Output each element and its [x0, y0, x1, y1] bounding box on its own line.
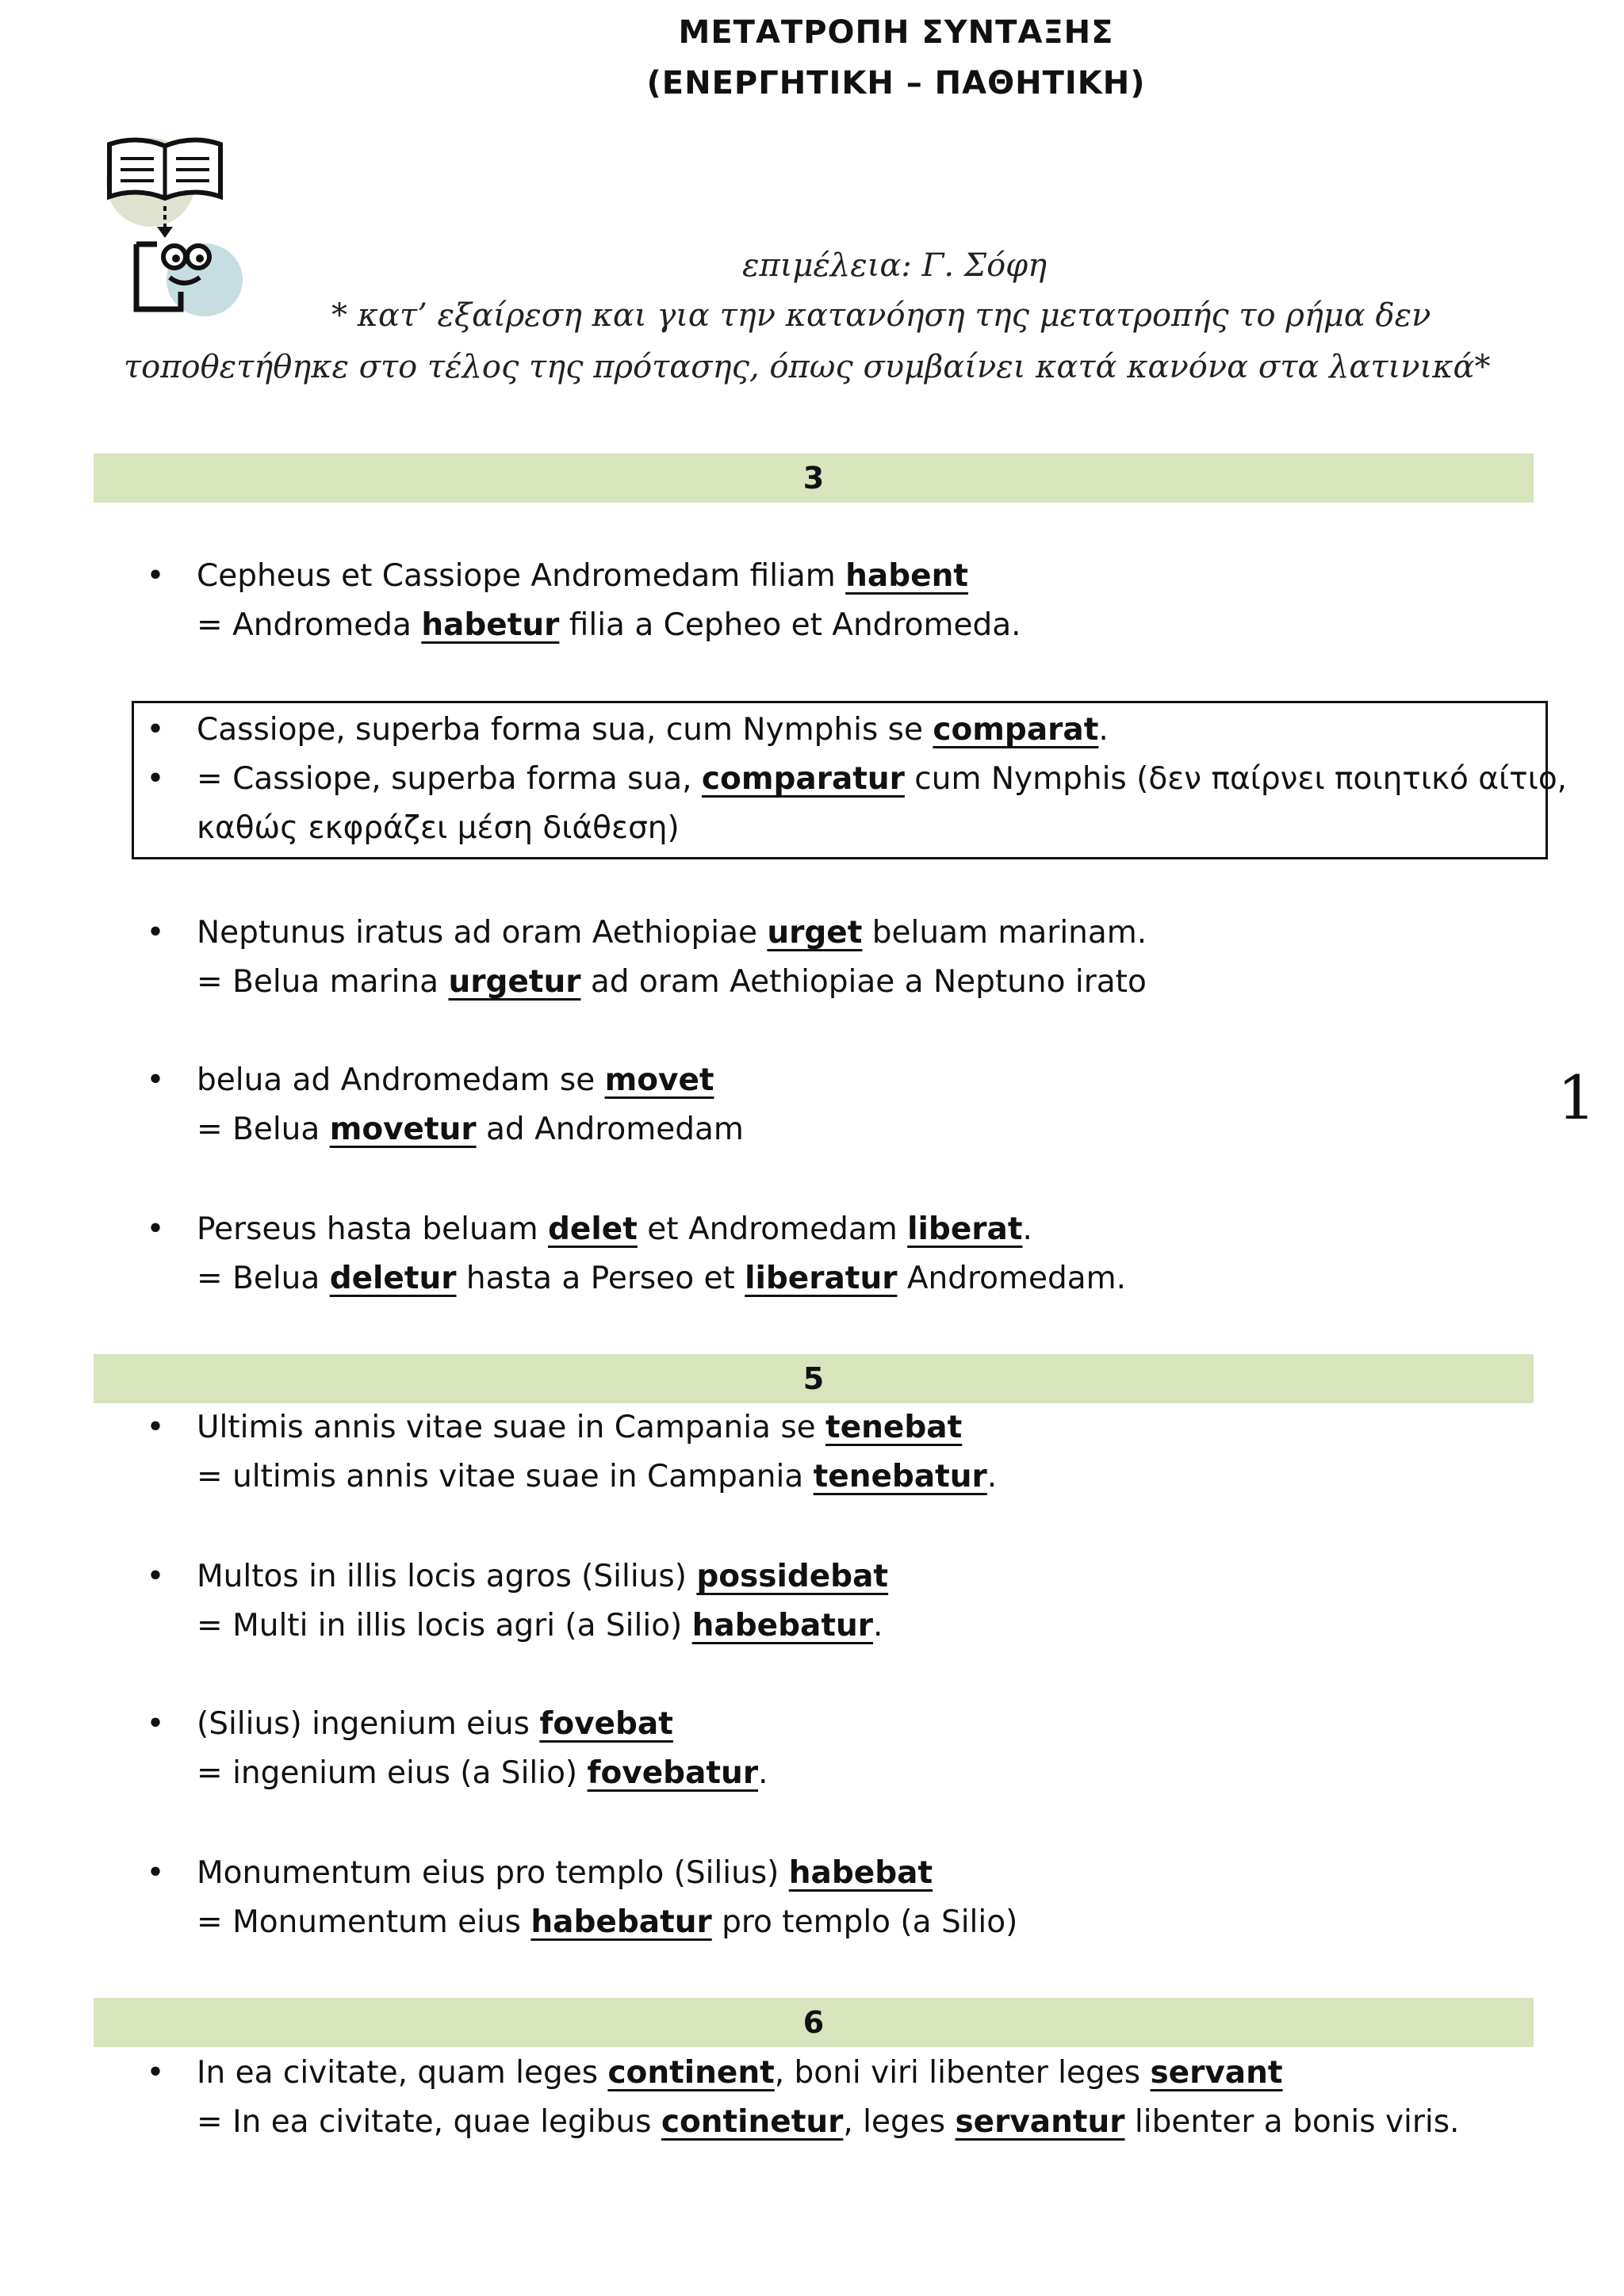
note-line-2: τοποθετήθηκε στο τέλος της πρότασης, όπως συμβαίνει κατά κανόνα στα λατινικά*	[124, 349, 1491, 385]
passive-verb: servantur	[955, 2104, 1125, 2140]
passive-sentence: = Cassiope, superba forma sua, comparatur cum Nymphis (δεν παίρνει ποιητικό αίτιο,	[197, 761, 1568, 797]
passive-sentence: = Belua movetur ad Andromedam	[197, 1112, 744, 1147]
passive-sentence: = ingenium eius (a Silio) fovebatur.	[197, 1755, 768, 1791]
active-verb: tenebat	[825, 1410, 963, 1445]
bullet: •	[146, 558, 165, 594]
passive-verb: urgetur	[448, 964, 581, 1000]
active-sentence: Cepheus et Cassiope Andromedam filiam habent	[197, 558, 969, 594]
bullet: •	[146, 1855, 165, 1891]
bullet: •	[146, 1211, 165, 1247]
passive-sentence: = Andromeda habetur filia a Cepheo et Andromeda.	[197, 607, 1021, 643]
active-verb: movet	[604, 1062, 714, 1098]
active-verb: comparat	[933, 712, 1099, 748]
bullet: •	[146, 1410, 165, 1445]
note-line-1: * κατ’ εξαίρεση και για την κατανόηση της μετατροπής το ρήμα δεν	[331, 297, 1431, 334]
page-title: ΜΕΤΑΤΡΟΠΗ ΣΥΝΤΑΞΗΣ	[678, 14, 1114, 51]
active-sentence: (Silius) ingenium eius fovebat	[197, 1706, 673, 1742]
active-sentence: In ea civitate, quam leges continent, boni viri libenter leges servant	[197, 2055, 1283, 2091]
bullet: •	[146, 2055, 165, 2091]
bullet: •	[146, 761, 165, 797]
active-verb: fovebat	[539, 1706, 673, 1742]
active-sentence: Cassiope, superba forma sua, cum Nymphis se comparat.	[197, 712, 1109, 748]
bullet: •	[146, 1062, 165, 1098]
passive-verb: movetur	[329, 1112, 477, 1147]
active-sentence: Neptunus iratus ad oram Aethiopiae urget beluam marinam.	[197, 915, 1147, 951]
bullet: •	[146, 915, 165, 951]
active-verb: servant	[1150, 2055, 1283, 2091]
passive-verb: continetur	[661, 2104, 844, 2140]
passive-verb: habebatur	[530, 1904, 712, 1940]
passive-verb: deletur	[329, 1261, 457, 1296]
active-sentence: Monumentum eius pro templo (Silius) habebat	[197, 1855, 933, 1891]
passive-verb: habebatur	[691, 1608, 873, 1644]
author-credit: επιμέλεια: Γ. Σόφη	[742, 247, 1048, 284]
active-verb: possidebat	[696, 1559, 889, 1594]
active-verb: habebat	[788, 1855, 933, 1891]
active-verb: urget	[767, 915, 863, 951]
section-header: 3	[94, 453, 1534, 503]
bullet: •	[146, 1559, 165, 1594]
active-verb: liberat	[907, 1211, 1023, 1247]
active-verb: delet	[548, 1211, 638, 1247]
passive-verb: tenebatur	[813, 1459, 987, 1494]
bullet: •	[146, 712, 165, 748]
active-sentence: Ultimis annis vitae suae in Campania se tenebat	[197, 1410, 963, 1445]
page-number: 1	[1557, 1062, 1596, 1133]
active-sentence: Multos in illis locis agros (Silius) possidebat	[197, 1559, 889, 1594]
section-header: 5	[94, 1354, 1534, 1403]
passive-sentence: = Belua deletur hasta a Perseo et liberatur Andromedam.	[197, 1261, 1127, 1296]
active-verb: habent	[845, 558, 969, 594]
active-verb: continent	[607, 2055, 775, 2091]
passive-verb: habetur	[421, 607, 560, 643]
passive-sentence: = Multi in illis locis agri (a Silio) habebatur.	[197, 1608, 883, 1644]
passive-note: καθώς εκφράζει μέση διάθεση)	[197, 810, 680, 846]
page-subtitle: (ΕΝΕΡΓΗΤΙΚΗ – ΠΑΘΗΤΙΚΗ)	[646, 65, 1146, 101]
passive-verb: fovebatur	[587, 1755, 759, 1791]
bullet: •	[146, 1706, 165, 1742]
active-sentence: Perseus hasta beluam delet et Andromedam liberat.	[197, 1211, 1032, 1247]
passive-sentence: = Belua marina urgetur ad oram Aethiopiae a Neptuno irato	[197, 964, 1147, 1000]
passive-sentence: = In ea civitate, quae legibus continetur, leges servantur libenter a bonis viris.	[197, 2104, 1460, 2140]
open-book-reader-icon	[102, 133, 244, 323]
section-header: 6	[94, 1998, 1534, 2047]
passive-sentence: = Monumentum eius habebatur pro templo (a Silio)	[197, 1904, 1018, 1940]
passive-verb: comparatur	[701, 761, 905, 797]
active-sentence: belua ad Andromedam se movet	[197, 1062, 714, 1098]
passive-verb: liberatur	[745, 1261, 898, 1296]
passive-sentence: = ultimis annis vitae suae in Campania tenebatur.	[197, 1459, 998, 1494]
